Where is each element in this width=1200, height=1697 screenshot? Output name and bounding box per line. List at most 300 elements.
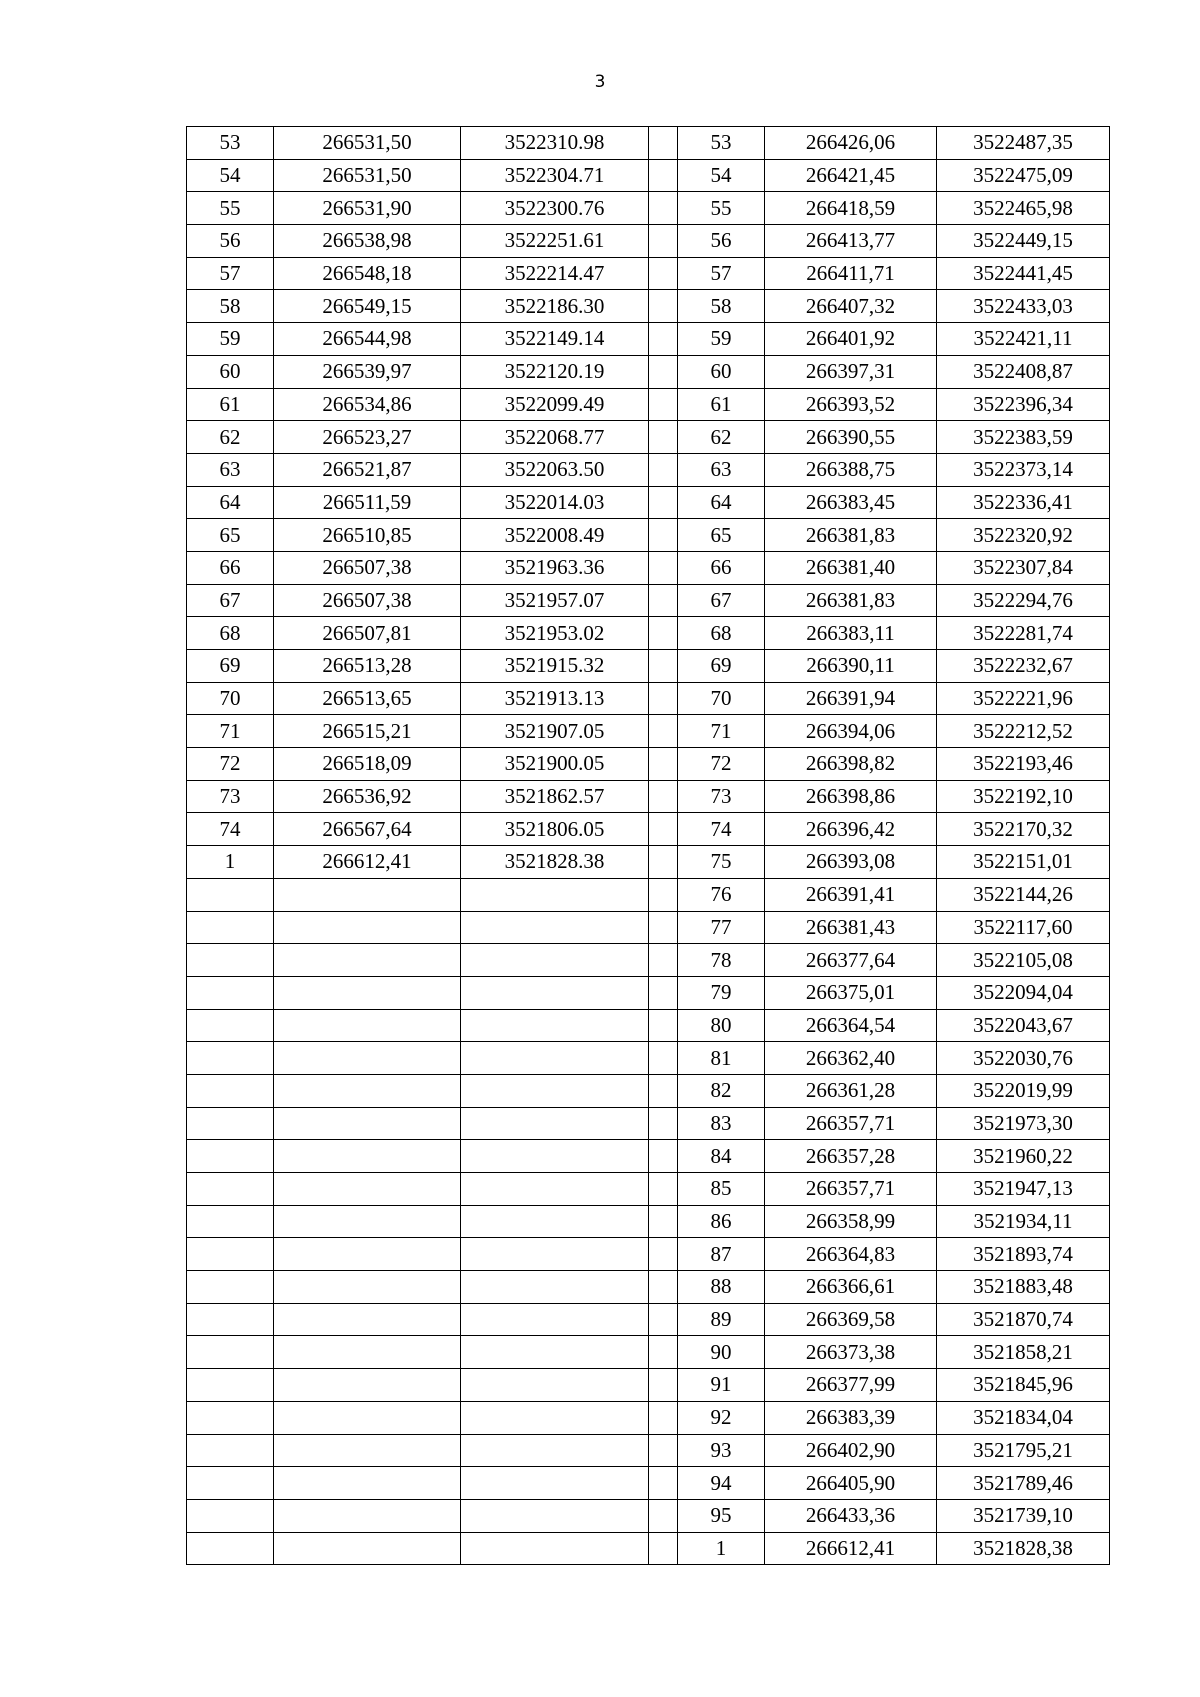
table-row bbox=[187, 1336, 1110, 1369]
right-x-coordinate: 266390,11 bbox=[765, 650, 937, 683]
right-point-number: 73 bbox=[678, 780, 765, 813]
left-point-number: 63 bbox=[187, 453, 274, 486]
right-y-coordinate: 3522475,09 bbox=[937, 159, 1110, 192]
right-x-coordinate: 266383,11 bbox=[765, 617, 937, 650]
right-y-coordinate: 3522336,41 bbox=[937, 486, 1110, 519]
right-point-number: 64 bbox=[678, 486, 765, 519]
spacer-cell bbox=[649, 1467, 678, 1500]
left-point-number: 55 bbox=[187, 192, 274, 225]
left-point-number bbox=[187, 1009, 274, 1042]
table-row bbox=[187, 584, 1110, 617]
table-row bbox=[187, 715, 1110, 748]
left-x-coordinate: 266510,85 bbox=[274, 519, 461, 552]
right-y-coordinate: 3522221,96 bbox=[937, 682, 1110, 715]
right-x-coordinate: 266369,58 bbox=[765, 1303, 937, 1336]
left-point-number bbox=[187, 911, 274, 944]
table-row bbox=[187, 1074, 1110, 1107]
left-x-coordinate: 266521,87 bbox=[274, 453, 461, 486]
right-point-number: 56 bbox=[678, 225, 765, 258]
right-point-number: 67 bbox=[678, 584, 765, 617]
right-y-coordinate: 3521870,74 bbox=[937, 1303, 1110, 1336]
right-y-coordinate: 3521973,30 bbox=[937, 1107, 1110, 1140]
table-row bbox=[187, 780, 1110, 813]
left-y-coordinate: 3521953.02 bbox=[461, 617, 649, 650]
left-y-coordinate bbox=[461, 1434, 649, 1467]
right-y-coordinate: 3521845,96 bbox=[937, 1369, 1110, 1402]
spacer-cell bbox=[649, 976, 678, 1009]
right-y-coordinate: 3522170,32 bbox=[937, 813, 1110, 846]
left-y-coordinate: 3522251.61 bbox=[461, 225, 649, 258]
table-row bbox=[187, 486, 1110, 519]
left-y-coordinate: 3521806.05 bbox=[461, 813, 649, 846]
right-x-coordinate: 266377,99 bbox=[765, 1369, 937, 1402]
left-x-coordinate: 266567,64 bbox=[274, 813, 461, 846]
right-point-number: 89 bbox=[678, 1303, 765, 1336]
table-row bbox=[187, 127, 1110, 160]
right-x-coordinate: 266401,92 bbox=[765, 323, 937, 356]
left-point-number: 71 bbox=[187, 715, 274, 748]
left-y-coordinate bbox=[461, 1205, 649, 1238]
left-y-coordinate bbox=[461, 1467, 649, 1500]
left-point-number: 66 bbox=[187, 551, 274, 584]
left-point-number: 57 bbox=[187, 257, 274, 290]
left-y-coordinate bbox=[461, 1074, 649, 1107]
left-x-coordinate bbox=[274, 878, 461, 911]
right-point-number: 1 bbox=[678, 1532, 765, 1565]
left-point-number bbox=[187, 1336, 274, 1369]
left-x-coordinate: 266507,38 bbox=[274, 551, 461, 584]
spacer-cell bbox=[649, 1336, 678, 1369]
table-row bbox=[187, 1369, 1110, 1402]
left-point-number: 59 bbox=[187, 323, 274, 356]
table-row bbox=[187, 290, 1110, 323]
right-point-number: 66 bbox=[678, 551, 765, 584]
right-point-number: 91 bbox=[678, 1369, 765, 1402]
left-x-coordinate: 266538,98 bbox=[274, 225, 461, 258]
left-x-coordinate: 266539,97 bbox=[274, 355, 461, 388]
right-x-coordinate: 266612,41 bbox=[765, 1532, 937, 1565]
table-row bbox=[187, 617, 1110, 650]
left-x-coordinate: 266515,21 bbox=[274, 715, 461, 748]
right-x-coordinate: 266411,71 bbox=[765, 257, 937, 290]
spacer-cell bbox=[649, 1434, 678, 1467]
left-point-number bbox=[187, 1074, 274, 1107]
right-x-coordinate: 266396,42 bbox=[765, 813, 937, 846]
right-x-coordinate: 266381,43 bbox=[765, 911, 937, 944]
left-y-coordinate bbox=[461, 1369, 649, 1402]
left-x-coordinate: 266549,15 bbox=[274, 290, 461, 323]
table-row bbox=[187, 1173, 1110, 1206]
right-y-coordinate: 3521789,46 bbox=[937, 1467, 1110, 1500]
right-y-coordinate: 3522192,10 bbox=[937, 780, 1110, 813]
left-y-coordinate bbox=[461, 1140, 649, 1173]
table-row bbox=[187, 159, 1110, 192]
left-point-number bbox=[187, 1369, 274, 1402]
spacer-cell bbox=[649, 453, 678, 486]
right-x-coordinate: 266381,83 bbox=[765, 519, 937, 552]
spacer-cell bbox=[649, 1303, 678, 1336]
table-row bbox=[187, 551, 1110, 584]
right-point-number: 78 bbox=[678, 944, 765, 977]
spacer-cell bbox=[649, 290, 678, 323]
right-x-coordinate: 266407,32 bbox=[765, 290, 937, 323]
right-y-coordinate: 3521834,04 bbox=[937, 1401, 1110, 1434]
right-point-number: 58 bbox=[678, 290, 765, 323]
right-point-number: 92 bbox=[678, 1401, 765, 1434]
left-point-number bbox=[187, 1434, 274, 1467]
right-point-number: 88 bbox=[678, 1271, 765, 1304]
right-x-coordinate: 266398,86 bbox=[765, 780, 937, 813]
spacer-cell bbox=[649, 127, 678, 160]
spacer-cell bbox=[649, 159, 678, 192]
left-point-number: 61 bbox=[187, 388, 274, 421]
spacer-cell bbox=[649, 225, 678, 258]
left-y-coordinate: 3522149.14 bbox=[461, 323, 649, 356]
table-row bbox=[187, 1434, 1110, 1467]
right-point-number: 77 bbox=[678, 911, 765, 944]
table-row bbox=[187, 911, 1110, 944]
left-point-number: 53 bbox=[187, 127, 274, 160]
left-y-coordinate: 3522014.03 bbox=[461, 486, 649, 519]
left-x-coordinate bbox=[274, 1336, 461, 1369]
left-point-number bbox=[187, 1532, 274, 1565]
right-y-coordinate: 3522043,67 bbox=[937, 1009, 1110, 1042]
left-x-coordinate bbox=[274, 1303, 461, 1336]
table-row bbox=[187, 813, 1110, 846]
left-x-coordinate: 266507,38 bbox=[274, 584, 461, 617]
left-x-coordinate bbox=[274, 1042, 461, 1075]
table-row bbox=[187, 453, 1110, 486]
right-point-number: 70 bbox=[678, 682, 765, 715]
right-y-coordinate: 3521947,13 bbox=[937, 1173, 1110, 1206]
left-point-number bbox=[187, 1401, 274, 1434]
spacer-cell bbox=[649, 1042, 678, 1075]
left-x-coordinate: 266531,90 bbox=[274, 192, 461, 225]
right-point-number: 57 bbox=[678, 257, 765, 290]
left-y-coordinate: 3522008.49 bbox=[461, 519, 649, 552]
page-number: 3 bbox=[594, 72, 606, 92]
right-y-coordinate: 3521739,10 bbox=[937, 1499, 1110, 1532]
spacer-cell bbox=[649, 780, 678, 813]
right-point-number: 93 bbox=[678, 1434, 765, 1467]
left-point-number bbox=[187, 1238, 274, 1271]
right-y-coordinate: 3522396,34 bbox=[937, 388, 1110, 421]
table-row bbox=[187, 682, 1110, 715]
right-y-coordinate: 3521960,22 bbox=[937, 1140, 1110, 1173]
left-point-number bbox=[187, 1303, 274, 1336]
right-y-coordinate: 3521893,74 bbox=[937, 1238, 1110, 1271]
table-row bbox=[187, 1009, 1110, 1042]
spacer-cell bbox=[649, 257, 678, 290]
left-x-coordinate: 266531,50 bbox=[274, 159, 461, 192]
right-x-coordinate: 266421,45 bbox=[765, 159, 937, 192]
right-y-coordinate: 3522144,26 bbox=[937, 878, 1110, 911]
left-x-coordinate bbox=[274, 976, 461, 1009]
left-y-coordinate: 3521862.57 bbox=[461, 780, 649, 813]
right-x-coordinate: 266390,55 bbox=[765, 421, 937, 454]
right-y-coordinate: 3522383,59 bbox=[937, 421, 1110, 454]
spacer-cell bbox=[649, 715, 678, 748]
left-point-number: 58 bbox=[187, 290, 274, 323]
right-x-coordinate: 266426,06 bbox=[765, 127, 937, 160]
left-point-number: 69 bbox=[187, 650, 274, 683]
table-row bbox=[187, 944, 1110, 977]
right-point-number: 80 bbox=[678, 1009, 765, 1042]
table-row bbox=[187, 421, 1110, 454]
left-x-coordinate: 266612,41 bbox=[274, 846, 461, 879]
right-x-coordinate: 266394,06 bbox=[765, 715, 937, 748]
right-point-number: 74 bbox=[678, 813, 765, 846]
left-x-coordinate: 266534,86 bbox=[274, 388, 461, 421]
right-x-coordinate: 266405,90 bbox=[765, 1467, 937, 1500]
table-row bbox=[187, 976, 1110, 1009]
left-y-coordinate bbox=[461, 911, 649, 944]
right-x-coordinate: 266391,94 bbox=[765, 682, 937, 715]
left-x-coordinate bbox=[274, 911, 461, 944]
spacer-cell bbox=[649, 911, 678, 944]
left-x-coordinate: 266536,92 bbox=[274, 780, 461, 813]
left-point-number bbox=[187, 1140, 274, 1173]
table-row bbox=[187, 1401, 1110, 1434]
left-y-coordinate: 3522214.47 bbox=[461, 257, 649, 290]
right-y-coordinate: 3521883,48 bbox=[937, 1271, 1110, 1304]
right-y-coordinate: 3522465,98 bbox=[937, 192, 1110, 225]
left-point-number bbox=[187, 1107, 274, 1140]
right-y-coordinate: 3522408,87 bbox=[937, 355, 1110, 388]
right-x-coordinate: 266364,83 bbox=[765, 1238, 937, 1271]
right-point-number: 95 bbox=[678, 1499, 765, 1532]
left-x-coordinate bbox=[274, 1238, 461, 1271]
right-y-coordinate: 3521828,38 bbox=[937, 1532, 1110, 1565]
left-x-coordinate: 266513,65 bbox=[274, 682, 461, 715]
spacer-cell bbox=[649, 650, 678, 683]
left-point-number bbox=[187, 976, 274, 1009]
left-point-number: 72 bbox=[187, 748, 274, 781]
right-y-coordinate: 3522441,45 bbox=[937, 257, 1110, 290]
left-point-number: 56 bbox=[187, 225, 274, 258]
right-x-coordinate: 266381,40 bbox=[765, 551, 937, 584]
spacer-cell bbox=[649, 682, 678, 715]
left-point-number bbox=[187, 1042, 274, 1075]
spacer-cell bbox=[649, 846, 678, 879]
table-row bbox=[187, 323, 1110, 356]
spacer-cell bbox=[649, 388, 678, 421]
right-point-number: 81 bbox=[678, 1042, 765, 1075]
right-x-coordinate: 266388,75 bbox=[765, 453, 937, 486]
left-y-coordinate: 3522186.30 bbox=[461, 290, 649, 323]
table-row bbox=[187, 878, 1110, 911]
right-point-number: 76 bbox=[678, 878, 765, 911]
left-y-coordinate: 3522310.98 bbox=[461, 127, 649, 160]
left-x-coordinate: 266523,27 bbox=[274, 421, 461, 454]
right-point-number: 90 bbox=[678, 1336, 765, 1369]
right-point-number: 55 bbox=[678, 192, 765, 225]
spacer-cell bbox=[649, 878, 678, 911]
left-x-coordinate bbox=[274, 1532, 461, 1565]
left-x-coordinate bbox=[274, 1499, 461, 1532]
left-point-number bbox=[187, 1205, 274, 1238]
left-y-coordinate bbox=[461, 1303, 649, 1336]
left-x-coordinate bbox=[274, 1369, 461, 1402]
right-point-number: 62 bbox=[678, 421, 765, 454]
left-point-number: 60 bbox=[187, 355, 274, 388]
left-y-coordinate: 3521900.05 bbox=[461, 748, 649, 781]
right-point-number: 87 bbox=[678, 1238, 765, 1271]
right-point-number: 84 bbox=[678, 1140, 765, 1173]
right-point-number: 54 bbox=[678, 159, 765, 192]
left-x-coordinate bbox=[274, 1271, 461, 1304]
spacer-cell bbox=[649, 1140, 678, 1173]
spacer-cell bbox=[649, 1107, 678, 1140]
spacer-cell bbox=[649, 1401, 678, 1434]
left-x-coordinate bbox=[274, 1173, 461, 1206]
spacer-cell bbox=[649, 1532, 678, 1565]
left-y-coordinate bbox=[461, 878, 649, 911]
spacer-cell bbox=[649, 584, 678, 617]
right-x-coordinate: 266383,45 bbox=[765, 486, 937, 519]
right-point-number: 68 bbox=[678, 617, 765, 650]
right-y-coordinate: 3522421,11 bbox=[937, 323, 1110, 356]
right-x-coordinate: 266377,64 bbox=[765, 944, 937, 977]
table-row bbox=[187, 1499, 1110, 1532]
table-row bbox=[187, 1467, 1110, 1500]
right-point-number: 94 bbox=[678, 1467, 765, 1500]
right-y-coordinate: 3522151,01 bbox=[937, 846, 1110, 879]
spacer-cell bbox=[649, 813, 678, 846]
right-y-coordinate: 3521934,11 bbox=[937, 1205, 1110, 1238]
right-point-number: 69 bbox=[678, 650, 765, 683]
left-y-coordinate: 3522099.49 bbox=[461, 388, 649, 421]
left-point-number bbox=[187, 1499, 274, 1532]
left-y-coordinate: 3521828.38 bbox=[461, 846, 649, 879]
table-row bbox=[187, 1205, 1110, 1238]
right-x-coordinate: 266413,77 bbox=[765, 225, 937, 258]
left-y-coordinate: 3522304.71 bbox=[461, 159, 649, 192]
right-point-number: 59 bbox=[678, 323, 765, 356]
left-y-coordinate bbox=[461, 976, 649, 1009]
spacer-cell bbox=[649, 1205, 678, 1238]
table-row bbox=[187, 355, 1110, 388]
left-x-coordinate bbox=[274, 944, 461, 977]
left-y-coordinate bbox=[461, 1042, 649, 1075]
left-x-coordinate: 266548,18 bbox=[274, 257, 461, 290]
spacer-cell bbox=[649, 748, 678, 781]
spacer-cell bbox=[649, 1499, 678, 1532]
table-row bbox=[187, 225, 1110, 258]
left-y-coordinate: 3522063.50 bbox=[461, 453, 649, 486]
table-row bbox=[187, 388, 1110, 421]
right-y-coordinate: 3522449,15 bbox=[937, 225, 1110, 258]
right-x-coordinate: 266397,31 bbox=[765, 355, 937, 388]
left-point-number bbox=[187, 944, 274, 977]
right-x-coordinate: 266362,40 bbox=[765, 1042, 937, 1075]
right-x-coordinate: 266357,71 bbox=[765, 1173, 937, 1206]
right-point-number: 53 bbox=[678, 127, 765, 160]
left-x-coordinate: 266531,50 bbox=[274, 127, 461, 160]
table-row bbox=[187, 257, 1110, 290]
spacer-cell bbox=[649, 551, 678, 584]
right-y-coordinate: 3522487,35 bbox=[937, 127, 1110, 160]
right-y-coordinate: 3522030,76 bbox=[937, 1042, 1110, 1075]
left-y-coordinate bbox=[461, 944, 649, 977]
right-y-coordinate: 3521795,21 bbox=[937, 1434, 1110, 1467]
left-x-coordinate: 266511,59 bbox=[274, 486, 461, 519]
spacer-cell bbox=[649, 944, 678, 977]
left-y-coordinate: 3521963.36 bbox=[461, 551, 649, 584]
right-y-coordinate: 3522105,08 bbox=[937, 944, 1110, 977]
spacer-cell bbox=[649, 1009, 678, 1042]
table-row bbox=[187, 650, 1110, 683]
left-point-number: 65 bbox=[187, 519, 274, 552]
right-y-coordinate: 3522294,76 bbox=[937, 584, 1110, 617]
table-row bbox=[187, 192, 1110, 225]
right-x-coordinate: 266357,71 bbox=[765, 1107, 937, 1140]
left-x-coordinate: 266507,81 bbox=[274, 617, 461, 650]
coordinates-table bbox=[186, 126, 1110, 1565]
right-point-number: 83 bbox=[678, 1107, 765, 1140]
right-y-coordinate: 3522373,14 bbox=[937, 453, 1110, 486]
spacer-cell bbox=[649, 323, 678, 356]
right-x-coordinate: 266398,82 bbox=[765, 748, 937, 781]
left-y-coordinate bbox=[461, 1532, 649, 1565]
right-y-coordinate: 3522320,92 bbox=[937, 519, 1110, 552]
left-x-coordinate bbox=[274, 1140, 461, 1173]
right-point-number: 86 bbox=[678, 1205, 765, 1238]
left-x-coordinate bbox=[274, 1009, 461, 1042]
right-x-coordinate: 266361,28 bbox=[765, 1074, 937, 1107]
left-y-coordinate bbox=[461, 1238, 649, 1271]
spacer-cell bbox=[649, 421, 678, 454]
spacer-cell bbox=[649, 1074, 678, 1107]
right-x-coordinate: 266373,38 bbox=[765, 1336, 937, 1369]
table-row bbox=[187, 846, 1110, 879]
right-x-coordinate: 266433,36 bbox=[765, 1499, 937, 1532]
spacer-cell bbox=[649, 1369, 678, 1402]
left-y-coordinate: 3522120.19 bbox=[461, 355, 649, 388]
right-point-number: 82 bbox=[678, 1074, 765, 1107]
spacer-cell bbox=[649, 1173, 678, 1206]
right-point-number: 61 bbox=[678, 388, 765, 421]
spacer-cell bbox=[649, 1271, 678, 1304]
table-row bbox=[187, 1303, 1110, 1336]
left-x-coordinate bbox=[274, 1205, 461, 1238]
left-y-coordinate bbox=[461, 1401, 649, 1434]
right-point-number: 85 bbox=[678, 1173, 765, 1206]
right-x-coordinate: 266391,41 bbox=[765, 878, 937, 911]
table-row bbox=[187, 1042, 1110, 1075]
left-y-coordinate: 3522068.77 bbox=[461, 421, 649, 454]
right-y-coordinate: 3522433,03 bbox=[937, 290, 1110, 323]
right-x-coordinate: 266393,08 bbox=[765, 846, 937, 879]
right-point-number: 71 bbox=[678, 715, 765, 748]
right-x-coordinate: 266357,28 bbox=[765, 1140, 937, 1173]
table-row bbox=[187, 1271, 1110, 1304]
right-point-number: 63 bbox=[678, 453, 765, 486]
left-point-number: 54 bbox=[187, 159, 274, 192]
right-x-coordinate: 266358,99 bbox=[765, 1205, 937, 1238]
right-x-coordinate: 266366,61 bbox=[765, 1271, 937, 1304]
left-point-number: 73 bbox=[187, 780, 274, 813]
right-point-number: 60 bbox=[678, 355, 765, 388]
right-y-coordinate: 3522117,60 bbox=[937, 911, 1110, 944]
left-y-coordinate bbox=[461, 1173, 649, 1206]
left-point-number bbox=[187, 1173, 274, 1206]
left-point-number: 70 bbox=[187, 682, 274, 715]
left-y-coordinate: 3521957.07 bbox=[461, 584, 649, 617]
left-y-coordinate bbox=[461, 1499, 649, 1532]
left-point-number: 1 bbox=[187, 846, 274, 879]
left-point-number: 64 bbox=[187, 486, 274, 519]
